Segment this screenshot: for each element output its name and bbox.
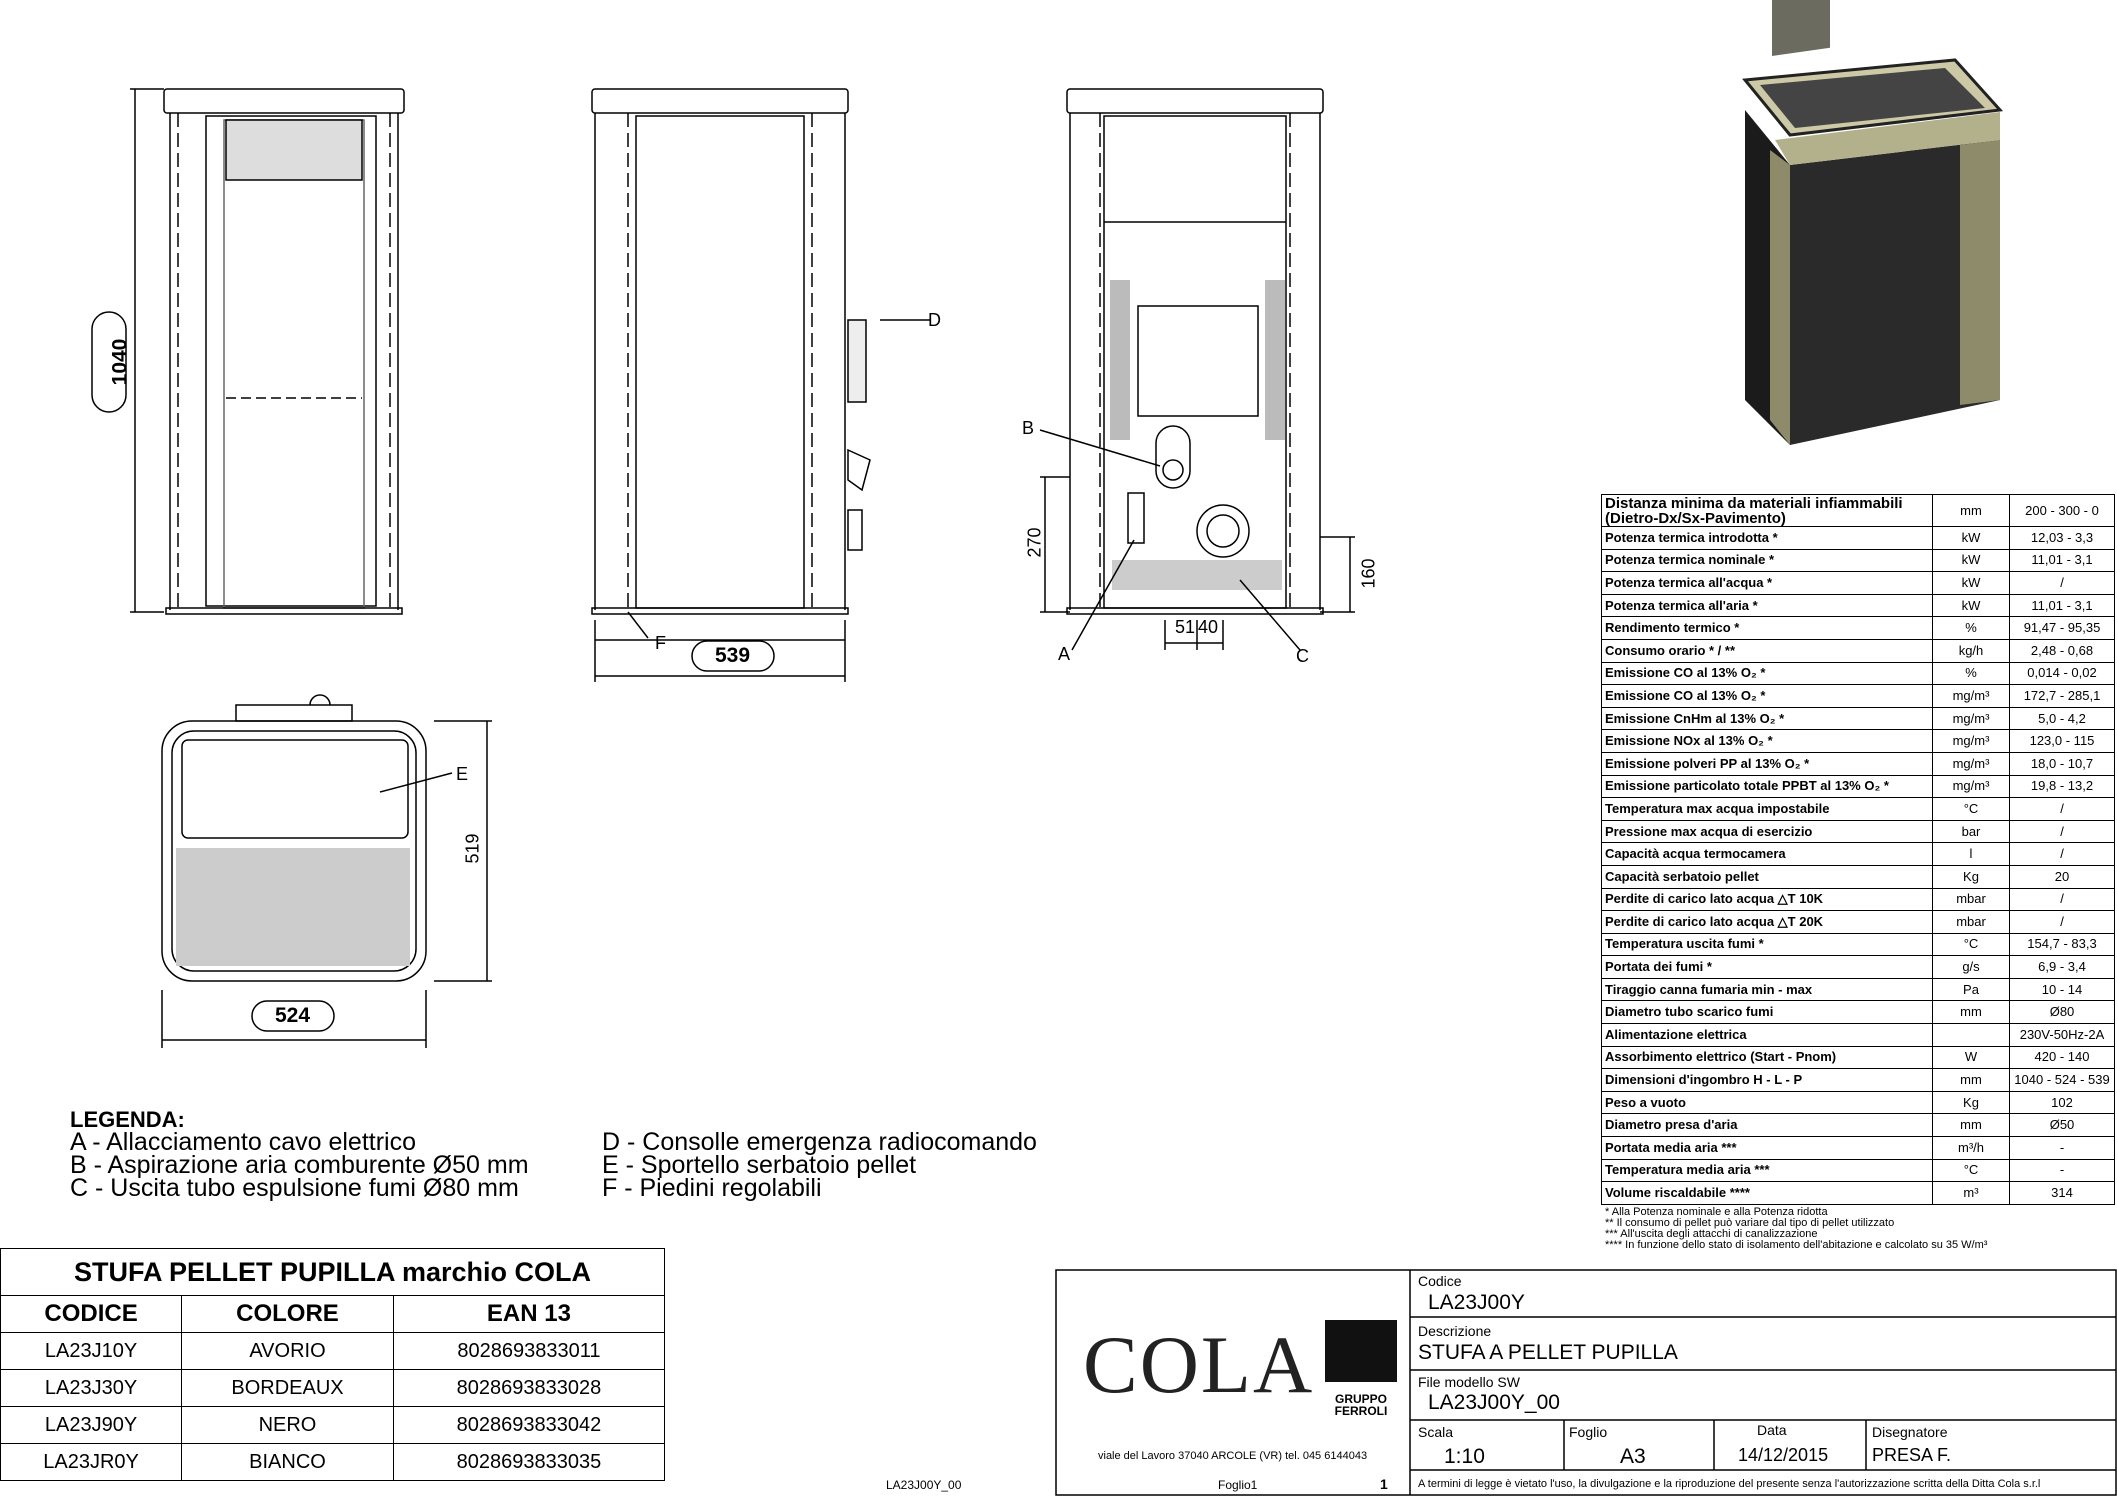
spec-param: Portata media aria *** [1602,1137,1933,1160]
top-view [162,695,492,1048]
product-color: AVORIO [182,1333,394,1370]
footer-file: LA23J00Y_00 [886,1478,962,1492]
legend-left [70,1128,529,1202]
spec-value: - [2010,1137,2115,1160]
spec-row [1602,730,2115,753]
spec-unit: °C [1933,933,2010,956]
spec-row [1602,572,2115,595]
spec-param: Volume riscaldabile **** [1602,1182,1933,1205]
spec-row [1602,820,2115,843]
front-view [130,89,404,614]
spec-param: Distanza minima da materiali infiammabili (Dietro-Dx/Sx-Pavimento) [1602,495,1933,527]
spec-value: 420 - 140 [2010,1046,2115,1069]
callout-d: D [928,310,941,330]
spec-row [1602,798,2115,821]
footer-sheet: Foglio1 [1218,1478,1258,1492]
spec-value: 11,01 - 3,1 [2010,549,2115,572]
note-3: *** All'uscita degli attacchi di canalizzazione [1605,1228,1818,1240]
spec-unit: mg/m³ [1933,707,2010,730]
product-code: LA23J90Y [1,1407,182,1444]
spec-value: 12,03 - 3,3 [2010,527,2115,550]
spec-unit: Pa [1933,978,2010,1001]
spec-unit: kg/h [1933,639,2010,662]
note-1: * Alla Potenza nominale e alla Potenza ridotta [1605,1206,1828,1218]
spec-unit: % [1933,617,2010,640]
spec-row [1602,495,2115,527]
spec-value: / [2010,911,2115,934]
spec-value: 102 [2010,1091,2115,1114]
spec-unit: mg/m³ [1933,685,2010,708]
spec-row [1602,1046,2115,1069]
spec-value: / [2010,820,2115,843]
foglio-label: Foglio [1569,1424,1608,1440]
spec-value: 19,8 - 13,2 [2010,775,2115,798]
spec-param: Perdite di carico lato acqua △T 20K [1602,911,1933,934]
spec-value: / [2010,572,2115,595]
spec-unit: % [1933,662,2010,685]
spec-unit: mm [1933,495,2010,527]
spec-param: Potenza termica nominale * [1602,549,1933,572]
product-ean: 8028693833028 [393,1370,664,1407]
legend-title: LEGENDA: [70,1107,185,1132]
product-ean: 8028693833011 [393,1333,664,1370]
spec-param: Potenza termica all'aria * [1602,594,1933,617]
spec-value: 172,7 - 285,1 [2010,685,2115,708]
spec-value: 0,014 - 0,02 [2010,662,2115,685]
spec-value: 314 [2010,1182,2115,1205]
disegnatore-value: PRESA F. [1872,1445,1952,1465]
disegnatore-label: Disegnatore [1872,1424,1948,1440]
callout-b: B [1022,418,1035,438]
spec-row [1602,1024,2115,1047]
spec-row [1602,685,2115,708]
stove-render [1745,0,2000,445]
spec-unit: mg/m³ [1933,730,2010,753]
spec-row [1602,978,2115,1001]
spec-row [1602,617,2115,640]
spec-unit: Kg [1933,1091,2010,1114]
spec-row [1602,1137,2115,1160]
product-row [1,1444,665,1481]
footer-page: 1 [1380,1476,1388,1492]
spec-param: Potenza termica introdotta * [1602,527,1933,550]
spec-value: / [2010,843,2115,866]
spec-row [1602,933,2115,956]
legend-item-f: F - Piedini regolabili [602,1174,822,1202]
spec-param: Emissione CO al 13% O₂ * [1602,685,1933,708]
spec-row [1602,1159,2115,1182]
spec-unit: mbar [1933,911,2010,934]
dim-width: 524 [275,1004,311,1027]
spec-value: 6,9 - 3,4 [2010,956,2115,979]
spec-row [1602,843,2115,866]
callout-e: E [456,764,469,784]
spec-param: Temperatura max acqua impostabile [1602,798,1933,821]
disclaimer: A termini di legge è vietato l'uso, la divulgazione e la riproduzione del presente senza l'autorizzazione scritta della Ditta Cola s.r.l [1418,1478,2041,1490]
product-ean: 8028693833035 [393,1444,664,1481]
spec-unit: kW [1933,527,2010,550]
data-label: Data [1757,1422,1787,1438]
spec-param: Capacità acqua termocamera [1602,843,1933,866]
spec-param: Emissione CnHm al 13% O₂ * [1602,707,1933,730]
spec-param: Emissione polveri PP al 13% O₂ * [1602,752,1933,775]
legend-item-b: B - Aspirazione aria comburente Ø50 mm [70,1151,529,1179]
spec-unit: bar [1933,820,2010,843]
product-row [1,1333,665,1370]
spec-param: Portata dei fumi * [1602,956,1933,979]
spec-unit: mm [1933,1069,2010,1092]
spec-unit: W [1933,1046,2010,1069]
dim-depth: 539 [715,644,751,667]
product-code: LA23J10Y [1,1333,182,1370]
spec-row [1602,594,2115,617]
back-view [1040,89,1355,650]
spec-value: 20 [2010,865,2115,888]
spec-row [1602,956,2115,979]
spec-value: 18,0 - 10,7 [2010,752,2115,775]
spec-value: 154,7 - 83,3 [2010,933,2115,956]
spec-unit: mg/m³ [1933,775,2010,798]
spec-param: Temperatura uscita fumi * [1602,933,1933,956]
spec-row [1602,1114,2115,1137]
spec-unit: mm [1933,1114,2010,1137]
spec-param: Pressione max acqua di esercizio [1602,820,1933,843]
spec-param: Tiraggio canna fumaria min - max [1602,978,1933,1001]
spec-param: Diametro tubo scarico fumi [1602,1001,1933,1024]
data-value: 14/12/2015 [1738,1445,1829,1465]
dim-back-w2: 40 [1198,617,1219,637]
legend-right [602,1128,1037,1202]
spec-param: Emissione particolato totale PPBT al 13% O₂ * [1602,775,1933,798]
spec-unit: g/s [1933,956,2010,979]
header-codice: CODICE [1,1296,182,1333]
spec-unit: m³/h [1933,1137,2010,1160]
spec-param: Emissione CO al 13% O₂ * [1602,662,1933,685]
spec-unit: °C [1933,798,2010,821]
legend-item-e: E - Sportello serbatoio pellet [602,1151,917,1179]
spec-notes [1605,1207,1987,1251]
legend-item-a: A - Allacciamento cavo elettrico [70,1128,416,1156]
address: viale del Lavoro 37040 ARCOLE (VR) tel. 045 6144043 [1098,1450,1368,1462]
spec-unit: kW [1933,549,2010,572]
spec-row [1602,527,2115,550]
spec-unit: m³ [1933,1182,2010,1205]
product-color: BIANCO [182,1444,394,1481]
spec-param: Diametro presa d'aria [1602,1114,1933,1137]
spec-unit: kW [1933,572,2010,595]
product-table [0,1248,665,1481]
spec-param: Assorbimento elettrico (Start - Pnom) [1602,1046,1933,1069]
spec-value: 123,0 - 115 [2010,730,2115,753]
spec-row [1602,707,2115,730]
spec-value: 11,01 - 3,1 [2010,594,2115,617]
spec-row [1602,549,2115,572]
spec-row [1602,775,2115,798]
spec-row [1602,662,2115,685]
dim-back-w1: 51 [1175,617,1196,637]
spec-param: Emissione NOx al 13% O₂ * [1602,730,1933,753]
spec-value: 2,48 - 0,68 [2010,639,2115,662]
ferroli-logo-text: GRUPPO FERROLI [1334,1392,1388,1418]
scala-label: Scala [1418,1424,1454,1440]
dim-back-h1: 270 [1024,527,1045,558]
dim-height: 1040 [108,338,132,386]
header-ean: EAN 13 [393,1296,664,1333]
product-code: LA23JR0Y [1,1444,182,1481]
callout-c: C [1296,646,1309,666]
spec-row [1602,1069,2115,1092]
product-color: NERO [182,1407,394,1444]
spec-param: Perdite di carico lato acqua △T 10K [1602,888,1933,911]
spec-value: 5,0 - 4,2 [2010,707,2115,730]
spec-row [1602,1182,2115,1205]
product-row [1,1370,665,1407]
spec-unit: mg/m³ [1933,752,2010,775]
spec-param: Dimensioni d'ingombro H - L - P [1602,1069,1933,1092]
spec-unit: Kg [1933,865,2010,888]
callout-a: A [1058,644,1071,664]
file-label: File modello SW [1418,1374,1520,1390]
spec-row [1602,1091,2115,1114]
spec-param: Peso a vuoto [1602,1091,1933,1114]
file-value: LA23J00Y_00 [1428,1391,1560,1414]
spec-value: 200 - 300 - 0 [2010,495,2115,527]
spec-unit: mbar [1933,888,2010,911]
spec-unit: mm [1933,1001,2010,1024]
spec-row [1602,639,2115,662]
spec-row [1602,1001,2115,1024]
product-table-title: STUFA PELLET PUPILLA marchio COLA [1,1249,665,1296]
spec-unit: °C [1933,1159,2010,1182]
spec-param: Alimentazione elettrica [1602,1024,1933,1047]
spec-value: - [2010,1159,2115,1182]
spec-row [1602,888,2115,911]
spec-value: / [2010,888,2115,911]
spec-value: Ø50 [2010,1114,2115,1137]
spec-row [1602,911,2115,934]
spec-row [1602,752,2115,775]
legend-item-d: D - Consolle emergenza radiocomando [602,1128,1037,1156]
note-4: **** In funzione dello stato di isolamento dell'abitazione e calcolato su 35 W/m³ [1605,1239,1988,1251]
codice-label: Codice [1418,1273,1462,1289]
product-row [1,1407,665,1444]
product-color: BORDEAUX [182,1370,394,1407]
spec-param: Capacità serbatoio pellet [1602,865,1933,888]
spec-param: Rendimento termico * [1602,617,1933,640]
product-ean: 8028693833042 [393,1407,664,1444]
spec-value: 10 - 14 [2010,978,2115,1001]
descrizione-label: Descrizione [1418,1323,1492,1339]
spec-unit: l [1933,843,2010,866]
spec-value: 230V-50Hz-2A [2010,1024,2115,1047]
spec-value: 1040 - 524 - 539 [2010,1069,2115,1092]
spec-param: Temperatura media aria *** [1602,1159,1933,1182]
spec-row [1602,865,2115,888]
foglio-value: A3 [1620,1445,1646,1468]
scala-value: 1:10 [1444,1445,1485,1468]
side-view [592,89,930,682]
spec-unit [1933,1024,2010,1047]
codice-value: LA23J00Y [1428,1291,1525,1314]
header-colore: COLORE [182,1296,394,1333]
spec-table [1601,494,2115,1205]
spec-value: Ø80 [2010,1001,2115,1024]
spec-unit: kW [1933,594,2010,617]
descrizione-value: STUFA A PELLET PUPILLA [1418,1341,1678,1364]
cola-logo: COLA [1083,1319,1315,1410]
spec-param: Potenza termica all'acqua * [1602,572,1933,595]
spec-param: Consumo orario * / ** [1602,639,1933,662]
ferroli-logo-mark [1325,1320,1397,1382]
spec-value: / [2010,798,2115,821]
dim-depth-top: 519 [462,833,483,864]
legend-item-c: C - Uscita tubo espulsione fumi Ø80 mm [70,1174,519,1202]
product-code: LA23J30Y [1,1370,182,1407]
note-2: ** Il consumo di pellet può variare dal tipo di pellet utilizzato [1605,1217,1895,1229]
spec-value: 91,47 - 95,35 [2010,617,2115,640]
callout-f: F [655,633,666,653]
dim-back-h2: 160 [1358,558,1379,589]
